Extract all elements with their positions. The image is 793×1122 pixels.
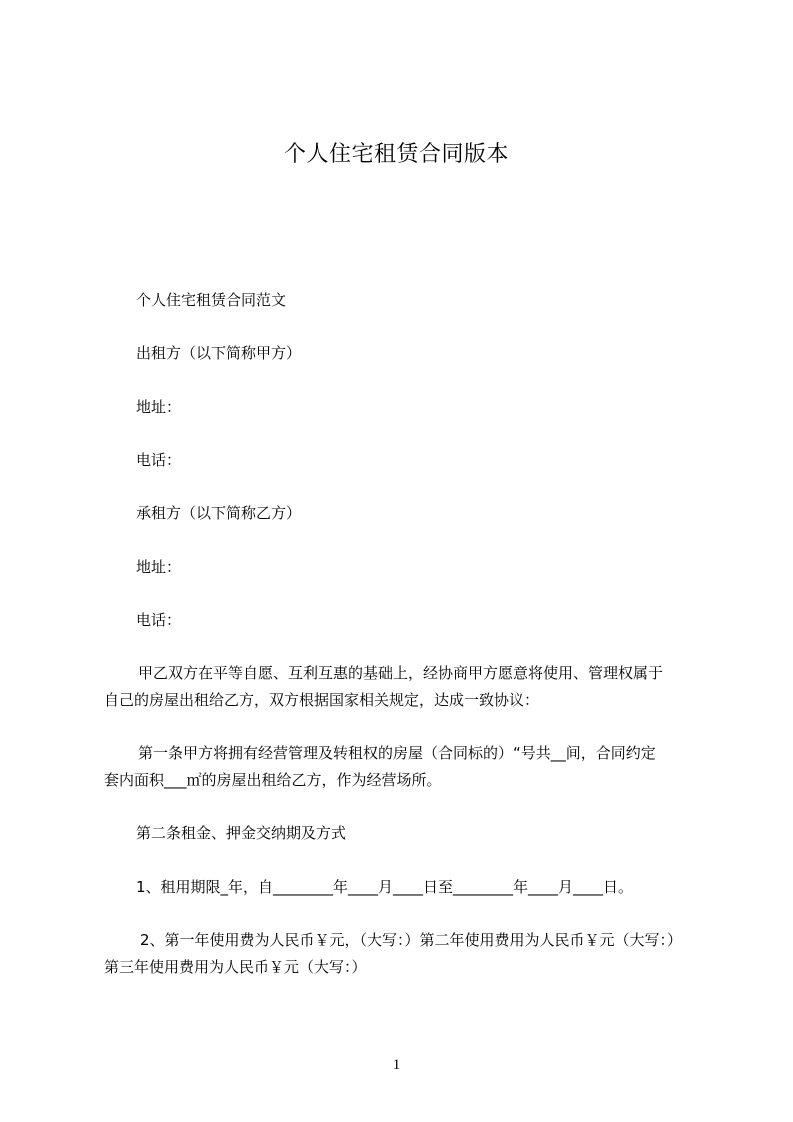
agreement-paragraph-line-1: 甲乙双方在平等自愿、互利互惠的基础上，经协商甲方愿意将使用、管理权属于 <box>138 664 664 682</box>
lessor-phone-line: 电话： <box>136 451 182 469</box>
lessor-heading-line: 出租方（以下简称甲方） <box>136 344 302 362</box>
usage-fee-line-2: 第三年使用费用为人民币￥元（大写：） <box>104 958 367 976</box>
lessee-address-line: 地址： <box>136 558 182 576</box>
article-two-heading: 第二条租金、押金交纳期及方式 <box>136 824 347 842</box>
lessee-heading-line: 承租方（以下简称乙方） <box>136 504 302 522</box>
document-title: 个人住宅租赁合同版本 <box>283 142 509 167</box>
usage-fee-line-1: 2、第一年使用费为人民币￥元，（大写：）第二年使用费用为人民币￥元（大写：） <box>140 931 683 949</box>
document-subtitle-line: 个人住宅租赁合同范文 <box>136 291 287 309</box>
lessor-address-line: 地址： <box>136 398 182 416</box>
page-number: 1 <box>392 1057 401 1073</box>
lessee-phone-line: 电话： <box>136 611 182 629</box>
article-one-line-1: 第一条甲方将拥有经营管理及转租权的房屋（合同标的）“号共__间，合同约定 <box>138 744 656 762</box>
agreement-paragraph-line-2: 自己的房屋出租给乙方，双方根据国家相关规定，达成一致协议： <box>104 691 540 709</box>
article-one-line-2: 套内面积___㎡的房屋出租给乙方，作为经营场所。 <box>104 771 442 789</box>
lease-term-line: 1、租用期限_年，自________年____月____日至________年____月____日。 <box>136 878 634 896</box>
